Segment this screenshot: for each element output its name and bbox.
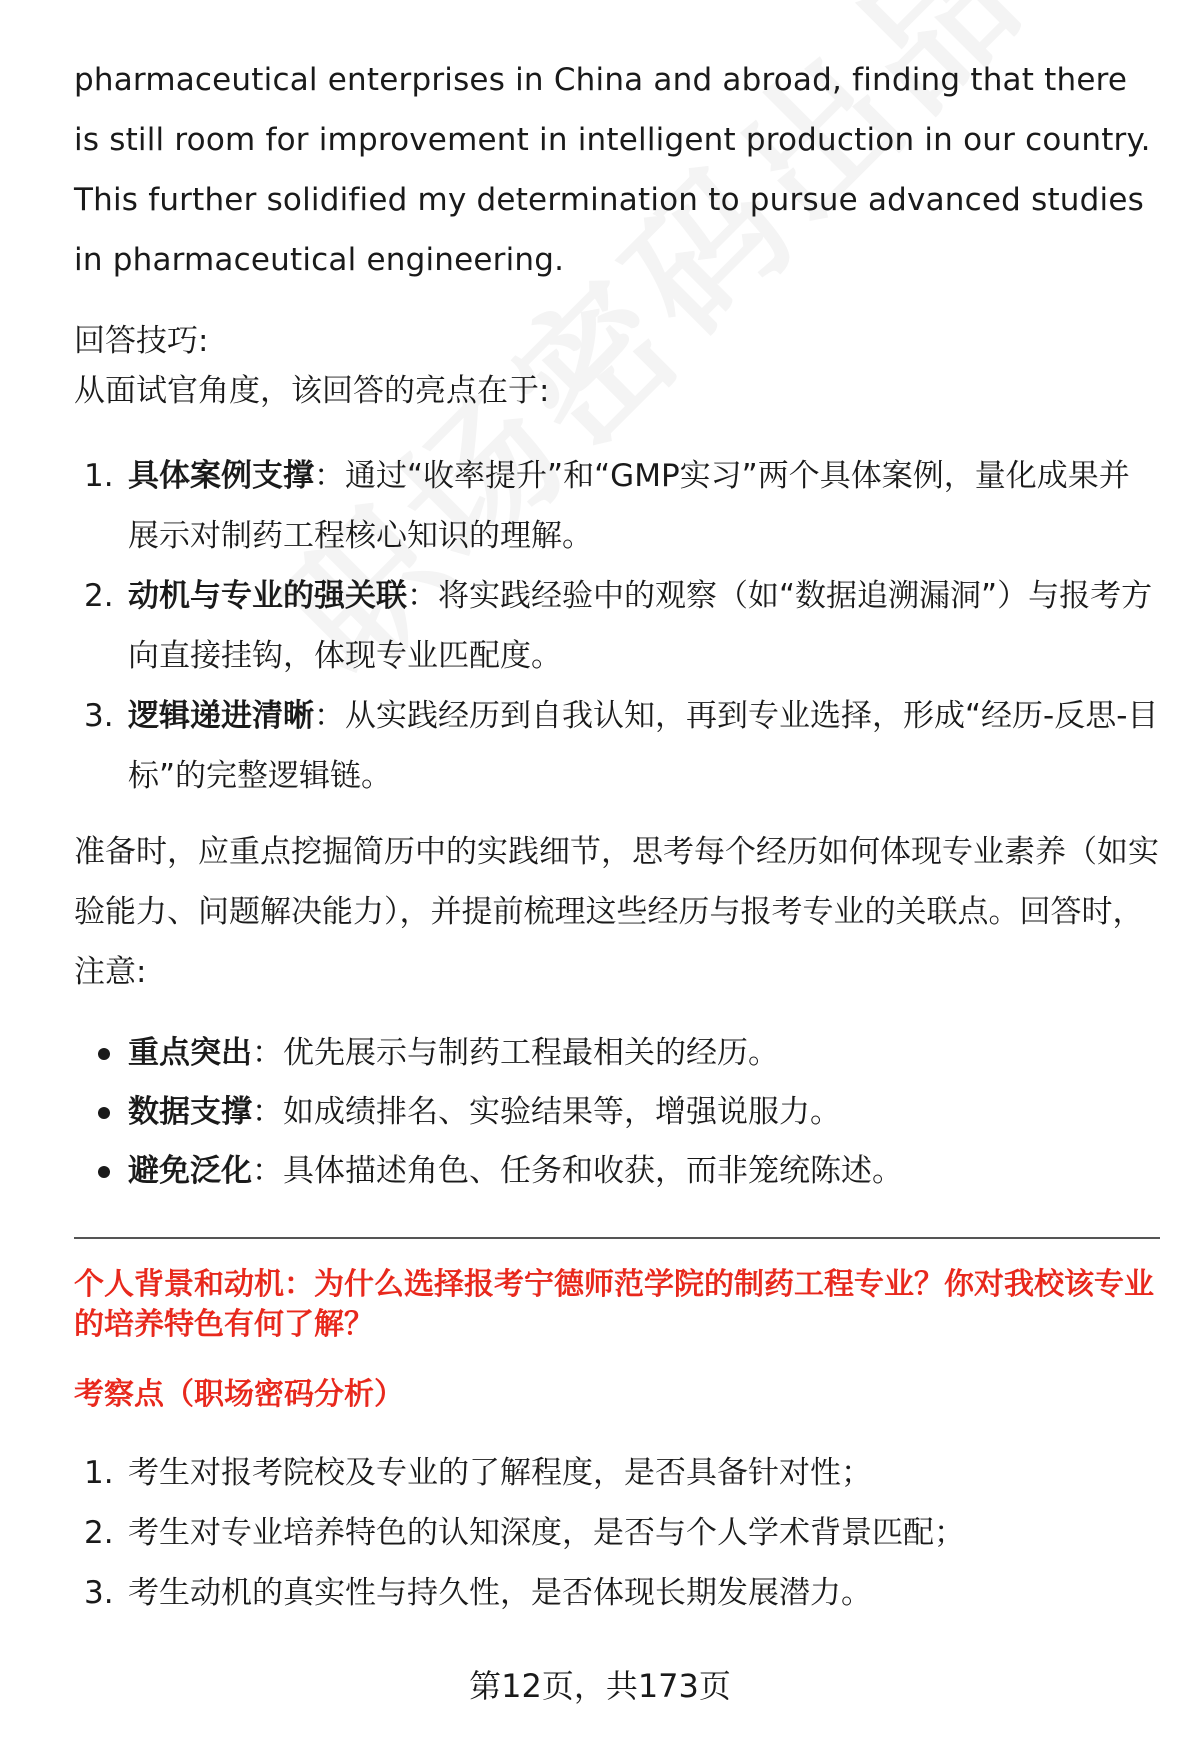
note-bold: 数据支撑: [128, 1094, 252, 1130]
assessment-list: [74, 1443, 1160, 1623]
bullet-icon: [98, 1048, 110, 1060]
notes-list: [74, 1024, 1160, 1201]
list-item: [74, 686, 1160, 806]
list-number: 1.: [84, 458, 114, 494]
note-bold: 避免泛化: [128, 1153, 252, 1189]
prep-paragraph: 准备时，应重点挖掘简历中的实践细节，思考每个经历如何体现专业素养（如实验能力、问题解决能力），并提前梳理这些经历与报考专业的关联点。回答时，注意:: [74, 834, 1159, 990]
bullet-icon: [98, 1166, 110, 1178]
list-item: [74, 1024, 1160, 1083]
section-label: 考察点（职场密码分析）: [74, 1377, 404, 1412]
list-item: [74, 446, 1160, 566]
note-text: ：如成绩排名、实验结果等，增强说服力。: [252, 1094, 841, 1130]
highlights-list: [74, 446, 1160, 806]
point-bold: 逻辑递进清晰: [128, 698, 314, 734]
list-item: [74, 1083, 1160, 1142]
question-title: 个人背景和动机：为什么选择报考宁德师范学院的制药工程专业？你对我校该专业的培养特色有何了解？: [74, 1267, 1154, 1342]
point-bold: 具体案例支撑: [128, 458, 314, 494]
tips-label: 回答技巧:: [74, 323, 209, 359]
list-item: [74, 1142, 1160, 1201]
tips-lead: 从面试官角度，该回答的亮点在于:: [74, 373, 550, 409]
point-text: 考生对报考院校及专业的了解程度，是否具备针对性；: [128, 1455, 872, 1491]
point-text: ：将实践经验中的观察（如“数据追溯漏洞”）与报考方向直接挂钩，体现专业匹配度。: [128, 578, 1153, 674]
point-bold: 动机与专业的强关联: [128, 578, 407, 614]
point-text: 考生对专业培养特色的认知深度，是否与个人学术背景匹配；: [128, 1515, 965, 1551]
list-item: [74, 1563, 1160, 1623]
point-text: 考生动机的真实性与持久性，是否体现长期发展潜力。: [128, 1575, 872, 1611]
list-item: [74, 566, 1160, 686]
list-number: 2.: [84, 1515, 114, 1551]
intro-paragraph: pharmaceutical enterprises in China and abroad, finding that there is still room for improvement in intelligent production in our country. This further solidified my determination to pursue advanced studies in pharmaceutical engineering.: [74, 62, 1151, 278]
point-text: ：通过“收率提升”和“GMP实习”两个具体案例，量化成果并展示对制药工程核心知识的理解。: [128, 458, 1130, 554]
page-footer: 第12页，共173页: [469, 1667, 731, 1705]
note-text: ：具体描述角色、任务和收获，而非笼统陈述。: [252, 1153, 903, 1189]
point-text: ：从实践经历到自我认知，再到专业选择，形成“经历-反思-目标”的完整逻辑链。: [128, 698, 1159, 794]
list-item: [74, 1443, 1160, 1503]
list-number: 2.: [84, 578, 114, 614]
page-content: [74, 50, 1160, 1623]
note-text: ：优先展示与制药工程最相关的经历。: [252, 1035, 779, 1071]
bullet-icon: [98, 1107, 110, 1119]
list-number: 3.: [84, 698, 114, 734]
list-number: 3.: [84, 1575, 114, 1611]
list-item: [74, 1503, 1160, 1563]
note-bold: 重点突出: [128, 1035, 252, 1071]
list-number: 1.: [84, 1455, 114, 1491]
